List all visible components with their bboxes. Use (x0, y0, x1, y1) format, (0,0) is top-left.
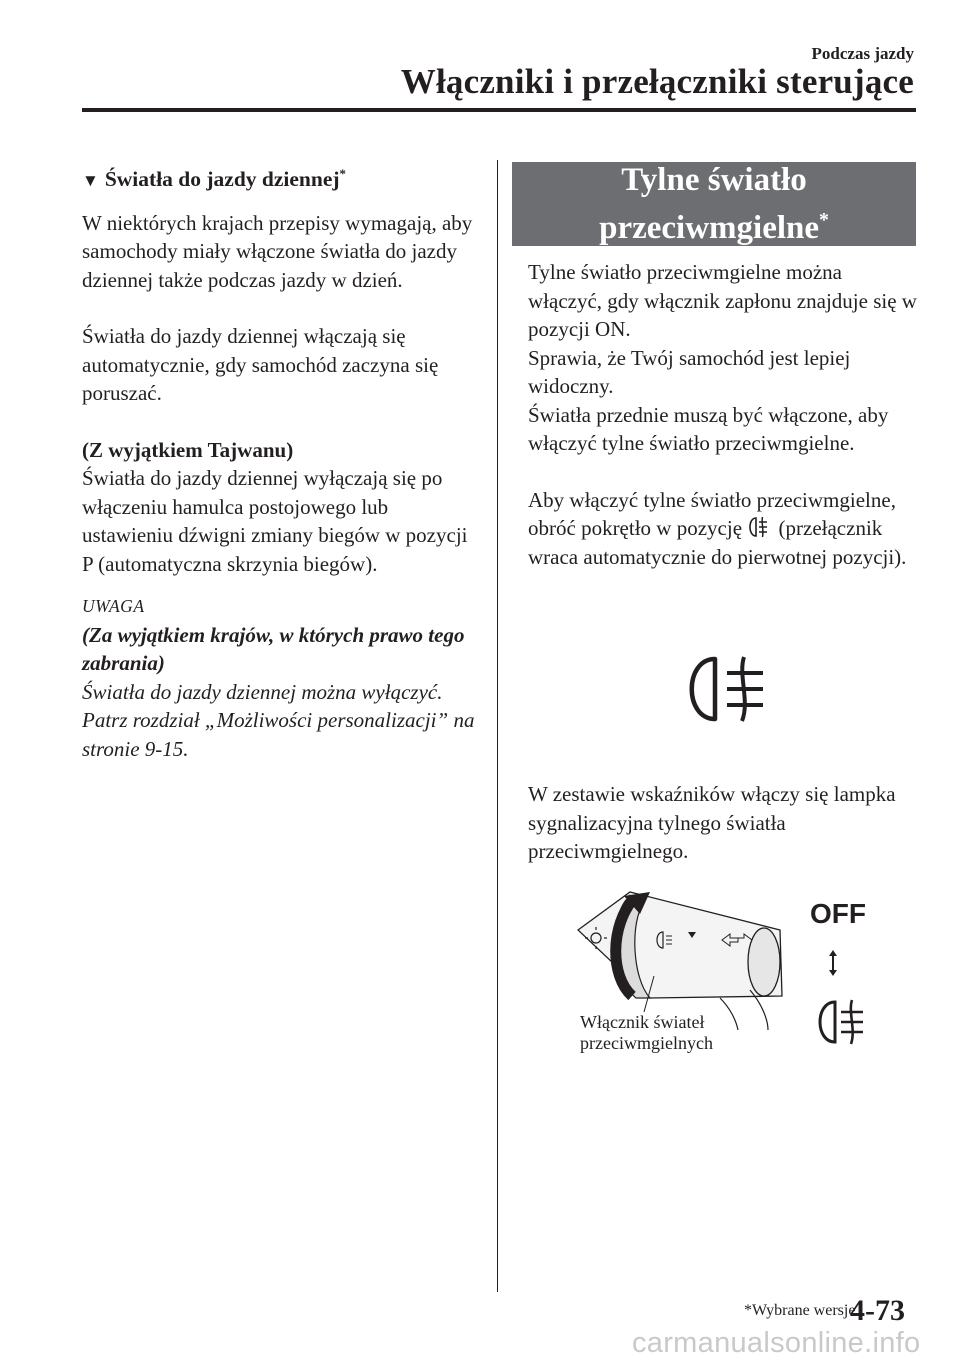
note-text: Światła do jazdy dziennej można wyłączyć. Patrz rozdział „Możliwości personalizacji” na stronie 9-15. (82, 679, 475, 761)
banner-line-1: Tylne światło (621, 162, 807, 198)
section-banner (512, 162, 916, 246)
banner-optional-mark: * (819, 209, 829, 231)
paragraph-1: W niektórych krajach przepisy wymagają, aby samochody miały włączone światła do jazdy dziennej także podczas jazdy w dzień. (82, 210, 473, 292)
optional-mark: * (339, 167, 346, 181)
note-label: UWAGA (82, 596, 145, 617)
fog-light-switch-stalk (570, 880, 800, 1030)
section-label: Podczas jazdy (811, 44, 914, 63)
footnote: *Wybrane wersje. (744, 1302, 860, 1319)
column-divider (497, 160, 498, 1292)
right-paragraph-2-start: Aby włączyć tylne światło przeciwmgielne, obróć pokrętło w pozycję (528, 487, 896, 540)
note-heading: (Za wyjątkiem krajów, w których prawo tego zabrania) (82, 622, 465, 676)
header-rule (82, 108, 916, 112)
position-arrow (827, 950, 839, 976)
subheading (82, 160, 482, 196)
subheading-text: Światła do jazdy dziennej (104, 167, 340, 192)
banner-line-2: przeciwmgielne (599, 210, 820, 246)
page-number: 4-73 (850, 1294, 905, 1327)
paragraph-3: Światła do jazdy dziennej wyłączają się po włączeniu hamulca postojowego lub ustawieniu dźwigni zmiany biegów w pozycji P (automatyczna skrzynia biegów). (82, 466, 468, 576)
right-column (528, 258, 918, 571)
right-paragraph-2-end: (przełącznik wraca automatycznie do pierwotnej pozycji). (528, 516, 907, 569)
watermark: carmanualsonline.info (632, 1327, 921, 1359)
subheading-marker: ▼ (82, 171, 99, 191)
page-title: Włączniki i przełączniki sterujące (400, 62, 914, 101)
rear-fog-light-icon (747, 515, 769, 539)
right-paragraph-1b: Sprawia, że Twój samochód jest lepiej widoczny. (528, 345, 851, 398)
figure-callout-line-1: Włącznik świateł (580, 1012, 705, 1032)
right-paragraph-3: W zestawie wskaźników włączy się lampka sygnalizacyjna tylnego światła przeciwmgielnego. (528, 782, 896, 863)
figure-callout-line-2: przeciwmgielnych (580, 1033, 713, 1053)
right-paragraph-2 (528, 486, 918, 572)
right-paragraph-1a: Tylne światło przeciwmgielne można włączyć, gdy włącznik zapłonu znajduje się w pozycji ON. (528, 260, 917, 341)
rear-fog-light-icon (815, 998, 865, 1046)
exception-heading: (Z wyjątkiem Tajwanu) (82, 437, 294, 462)
rear-fog-light-icon (683, 653, 767, 725)
left-column (82, 160, 482, 763)
paragraph-2: Światła do jazdy dziennej włączają się automatycznie, gdy samochód zaczyna się poruszać. (82, 324, 439, 406)
indicator-text (528, 780, 918, 866)
figure-callout (580, 1012, 713, 1054)
right-paragraph-1c: Światła przednie muszą być włączone, aby włączyć tylne światło przeciwmgielne. (528, 402, 889, 455)
off-label: OFF (810, 898, 866, 929)
